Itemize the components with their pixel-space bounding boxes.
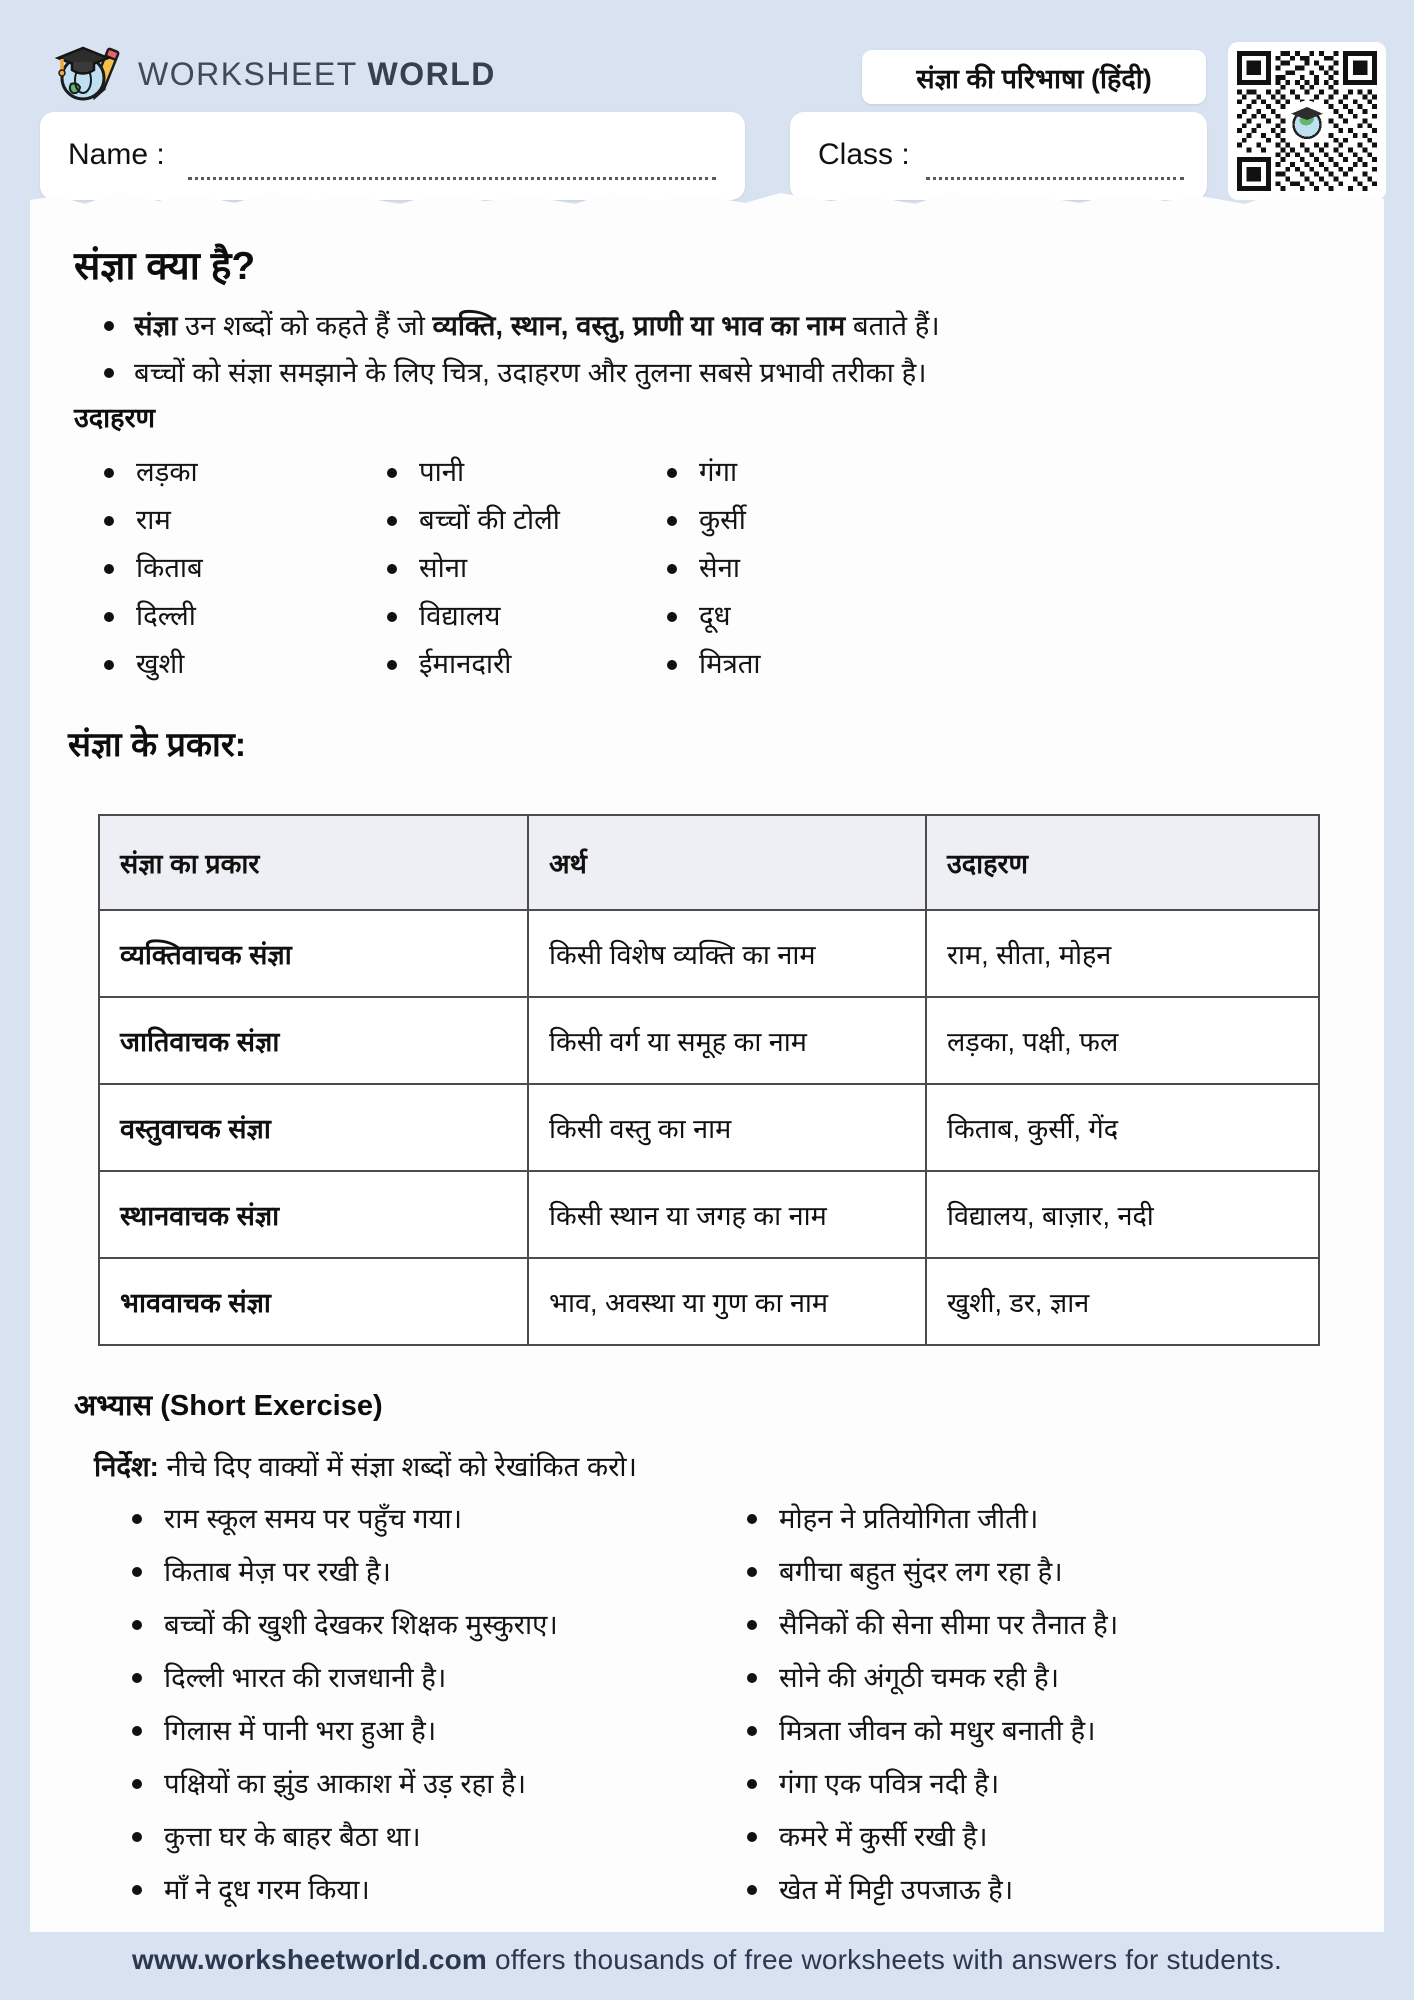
examples-column-3 — [665, 448, 965, 688]
table-header-cell: अर्थ — [528, 815, 926, 910]
exercise-instruction — [94, 1448, 637, 1485]
table-cell: व्यक्तिवाचक संज्ञा — [99, 910, 528, 997]
table-cell: भाव, अवस्था या गुण का नाम — [528, 1258, 926, 1345]
exercise-sentence: मोहन ने प्रतियोगिता जीती। — [745, 1492, 1370, 1545]
intro-bullet-1 — [102, 302, 940, 349]
example-item: विद्यालय — [385, 592, 665, 640]
example-item: दूध — [665, 592, 965, 640]
table-row — [99, 910, 1319, 997]
example-item: लड़का — [102, 448, 385, 496]
example-item: किताब — [102, 544, 385, 592]
table-row — [99, 1171, 1319, 1258]
name-input-line[interactable] — [188, 177, 716, 180]
example-item: मित्रता — [665, 640, 965, 688]
exercise-sentence: सैनिकों की सेना सीमा पर तैनात है। — [745, 1598, 1370, 1651]
intro-bullet-2: बच्चों को संज्ञा समझाने के लिए चित्र, उदाहरण और तुलना सबसे प्रभावी तरीका है। — [102, 349, 940, 396]
exercise-sentence: गंगा एक पवित्र नदी है। — [745, 1757, 1370, 1810]
examples-column-1 — [102, 448, 385, 688]
exercise-sentence: माँ ने दूध गरम किया। — [130, 1863, 715, 1916]
table-cell: जातिवाचक संज्ञा — [99, 997, 528, 1084]
example-item: कुर्सी — [665, 496, 965, 544]
table-cell: किताब, कुर्सी, गेंद — [926, 1084, 1319, 1171]
exercise-sentence: कमरे में कुर्सी रखी है। — [745, 1810, 1370, 1863]
table-row — [99, 997, 1319, 1084]
exercise-sentence: बच्चों की खुशी देखकर शिक्षक मुस्कुराए। — [130, 1598, 715, 1651]
intro-bullet-list — [102, 302, 940, 396]
example-item: सोना — [385, 544, 665, 592]
exercise-heading: अभ्यास (Short Exercise) — [74, 1390, 383, 1422]
exercise-list-right — [745, 1492, 1370, 1916]
examples-column-2 — [385, 448, 665, 688]
instruction-text: नीचे दिए वाक्यों में संज्ञा शब्दों को रेखांकित करो। — [158, 1451, 637, 1482]
globe-graduation-pencil-icon — [50, 36, 122, 113]
worksheet-title-badge: संज्ञा की परिभाषा (हिंदी) — [862, 50, 1206, 104]
exercise-sentence: कुत्ता घर के बाहर बैठा था। — [130, 1810, 715, 1863]
intro-heading: संज्ञा क्या है? — [74, 245, 256, 288]
exercise-sentence: दिल्ली भारत की राजधानी है। — [130, 1651, 715, 1704]
bullet1-bold-key: व्यक्ति, स्थान, वस्तु, प्राणी या भाव का नाम — [432, 310, 846, 341]
table-cell: किसी स्थान या जगह का नाम — [528, 1171, 926, 1258]
example-item: दिल्ली — [102, 592, 385, 640]
example-item: गंगा — [665, 448, 965, 496]
exercise-sentence: किताब मेज़ पर रखी है। — [130, 1545, 715, 1598]
qr-code — [1228, 42, 1386, 200]
bullet1-text: उन शब्दों को कहते हैं जो — [177, 310, 433, 341]
exercise-sentence: पक्षियों का झुंड आकाश में उड़ रहा है। — [130, 1757, 715, 1810]
bullet1-bold-lead: संज्ञा — [134, 310, 178, 341]
table-cell: किसी वस्तु का नाम — [528, 1084, 926, 1171]
example-item: बच्चों की टोली — [385, 496, 665, 544]
table-row — [99, 1258, 1319, 1345]
table-header-cell: संज्ञा का प्रकार — [99, 815, 528, 910]
name-label: Name : — [68, 138, 165, 171]
table-cell: खुशी, डर, ज्ञान — [926, 1258, 1319, 1345]
noun-types-table — [98, 814, 1320, 1346]
table-cell: स्थानवाचक संज्ञा — [99, 1171, 528, 1258]
exercise-sentence: सोने की अंगूठी चमक रही है। — [745, 1651, 1370, 1704]
example-item: पानी — [385, 448, 665, 496]
instruction-label: निर्देश: — [94, 1451, 159, 1482]
table-cell: भाववाचक संज्ञा — [99, 1258, 528, 1345]
brand-name — [138, 56, 496, 93]
exercise-sentence: बगीचा बहुत सुंदर लग रहा है। — [745, 1545, 1370, 1598]
table-cell: किसी विशेष व्यक्ति का नाम — [528, 910, 926, 997]
example-item: खुशी — [102, 640, 385, 688]
footer-text — [0, 1944, 1414, 1976]
exercise-list-left — [130, 1492, 715, 1916]
exercise-sentence: गिलास में पानी भरा हुआ है। — [130, 1704, 715, 1757]
table-cell: वस्तुवाचक संज्ञा — [99, 1084, 528, 1171]
footer-tagline: offers thousands of free worksheets with answers for students. — [487, 1944, 1282, 1975]
exercise-sentence: राम स्कूल समय पर पहुँच गया। — [130, 1492, 715, 1545]
example-item: सेना — [665, 544, 965, 592]
bullet1-tail: बताते हैं। — [845, 310, 940, 341]
table-header-cell: उदाहरण — [926, 815, 1319, 910]
example-item: ईमानदारी — [385, 640, 665, 688]
footer-url: www.worksheetworld.com — [132, 1944, 488, 1975]
class-input-line[interactable] — [926, 177, 1184, 180]
exercise-sentence: मित्रता जीवन को मधुर बनाती है। — [745, 1704, 1370, 1757]
brand-word-bold: WORLD — [367, 56, 496, 92]
example-item: राम — [102, 496, 385, 544]
brand — [50, 36, 496, 113]
torn-paper-edge — [30, 184, 1384, 213]
table-cell: राम, सीता, मोहन — [926, 910, 1319, 997]
table-cell: लड़का, पक्षी, फल — [926, 997, 1319, 1084]
table-row — [99, 1084, 1319, 1171]
table-cell: विद्यालय, बाज़ार, नदी — [926, 1171, 1319, 1258]
class-label: Class : — [818, 138, 910, 171]
exercise-sentence: खेत में मिट्टी उपजाऊ है। — [745, 1863, 1370, 1916]
examples-grid — [102, 448, 965, 688]
types-heading: संज्ञा के प्रकार: — [68, 726, 247, 764]
table-header-row — [99, 815, 1319, 910]
examples-heading: उदाहरण — [74, 403, 156, 433]
brand-word-light: WORKSHEET — [138, 56, 358, 92]
table-cell: किसी वर्ग या समूह का नाम — [528, 997, 926, 1084]
